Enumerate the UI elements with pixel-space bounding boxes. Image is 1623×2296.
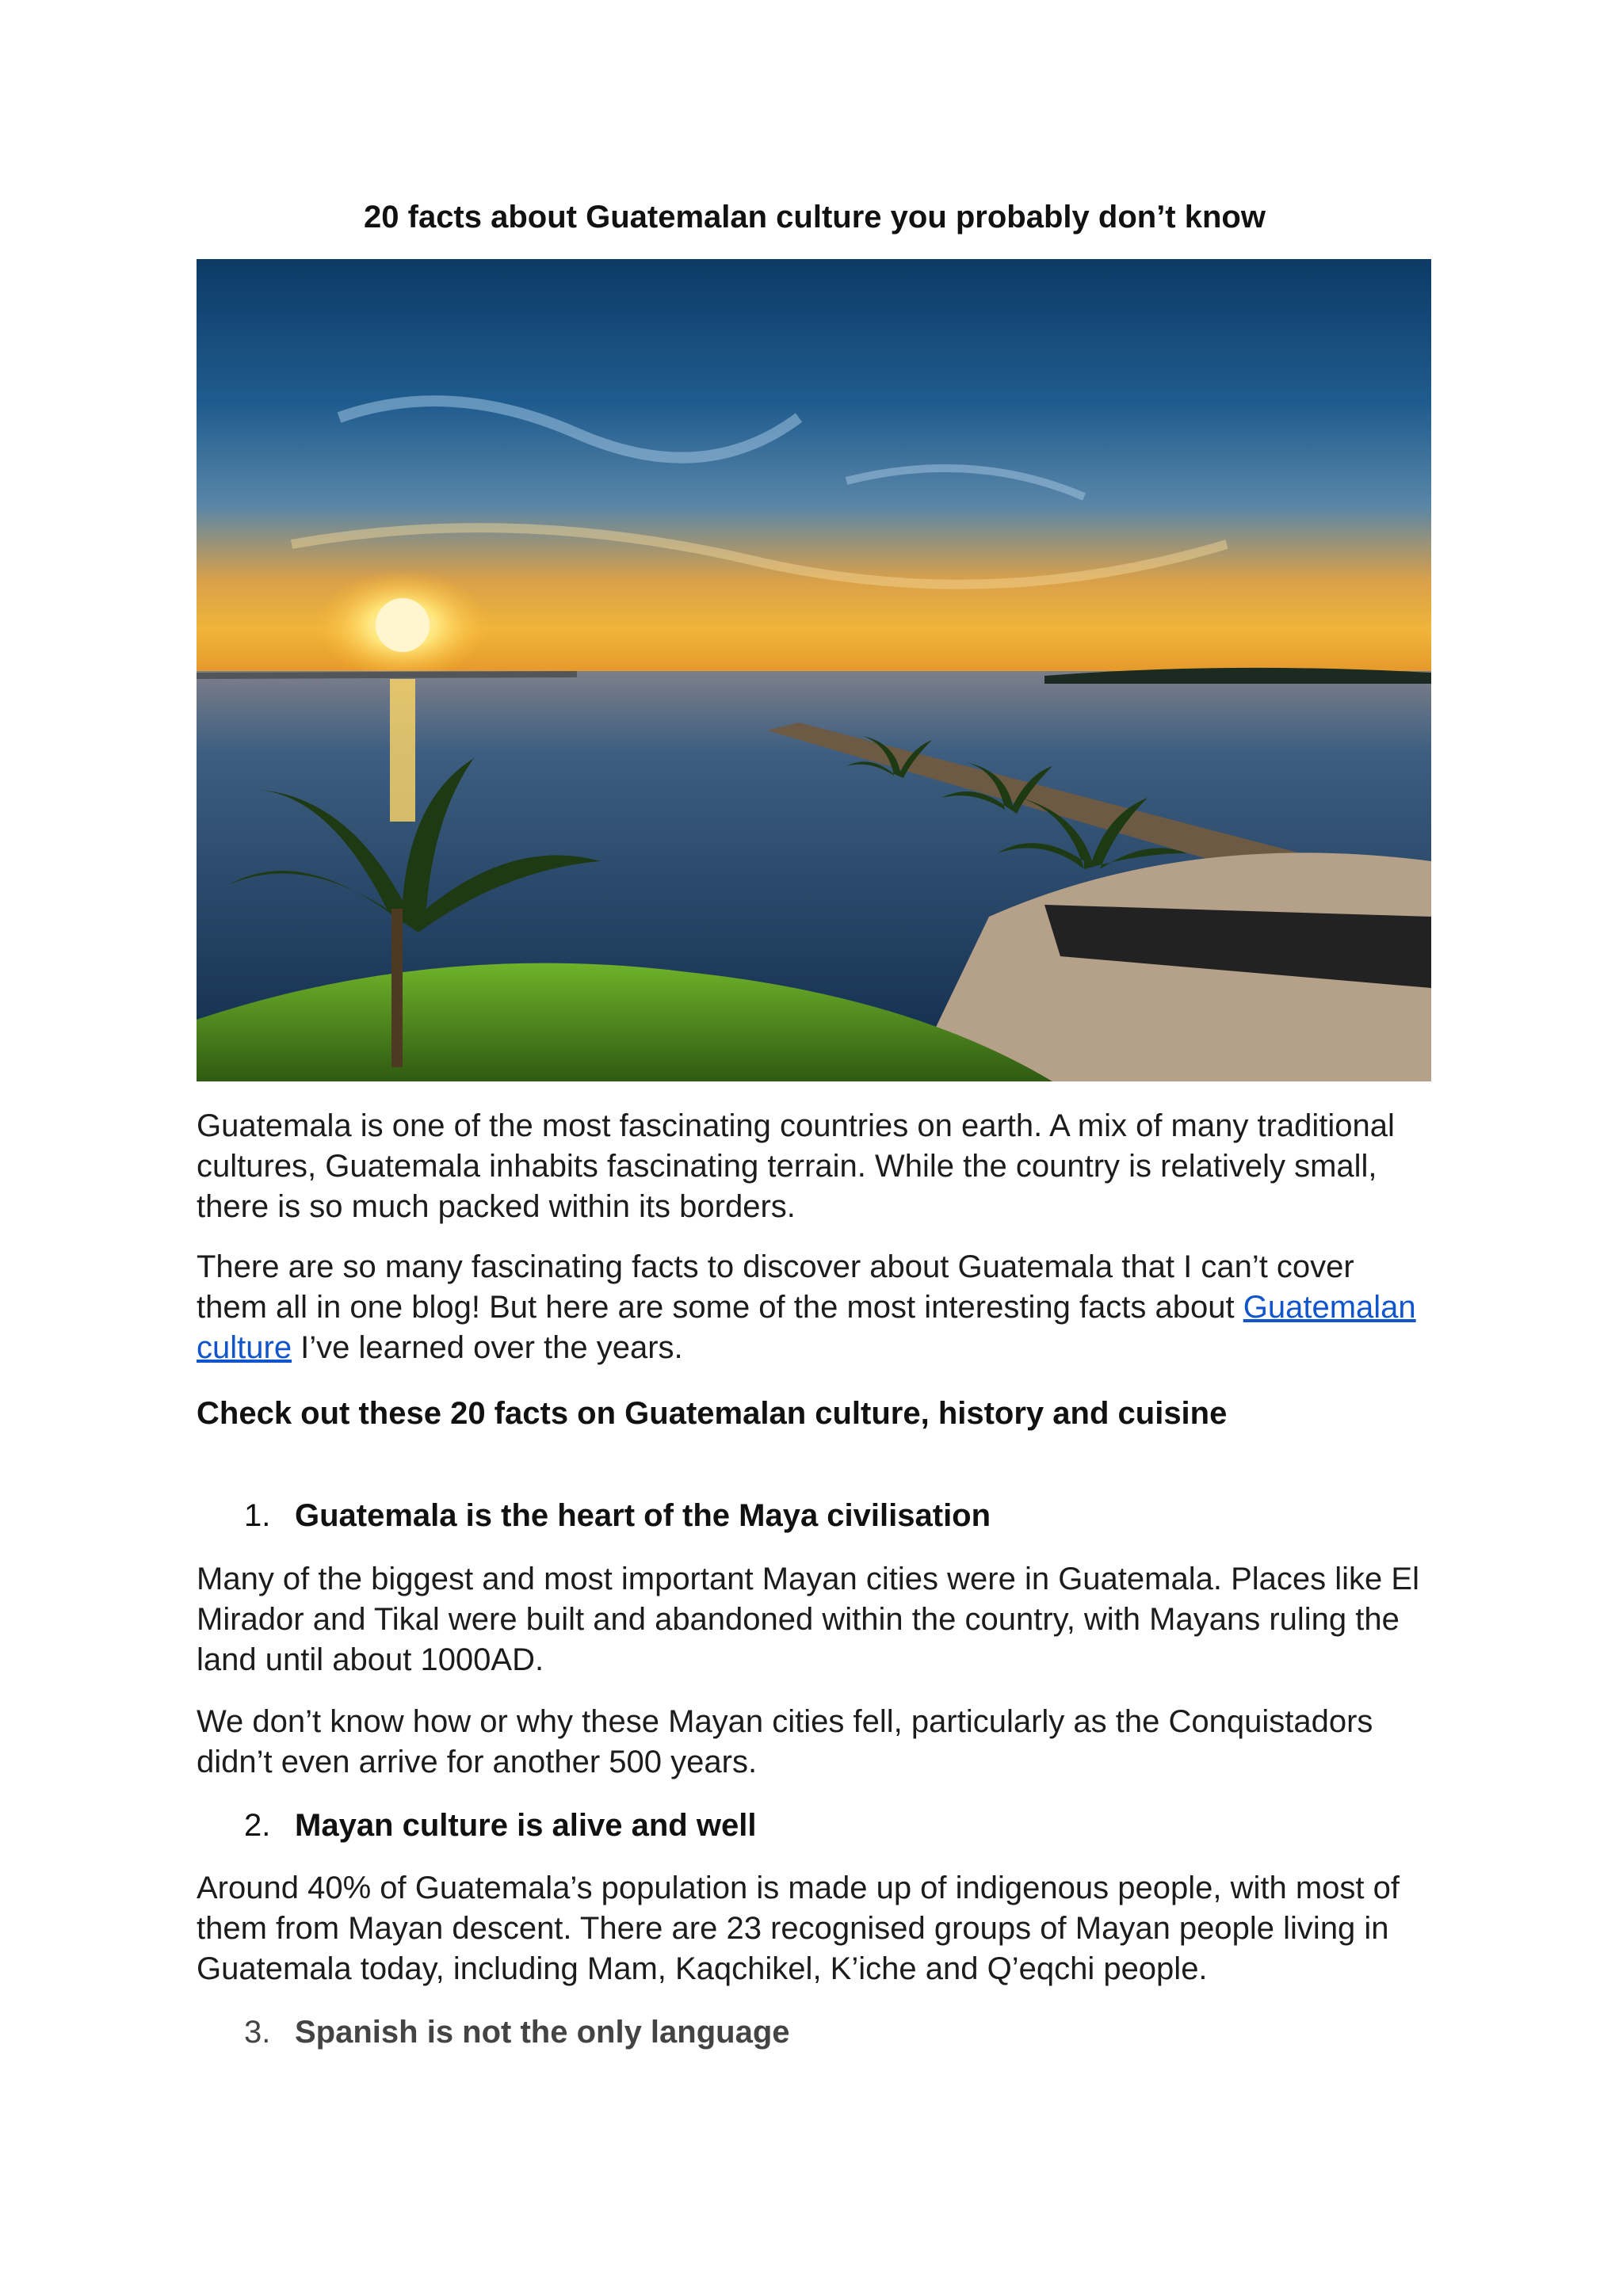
list-item-number: 3. bbox=[244, 2015, 271, 2050]
fact-heading: Guatemala is the heart of the Maya civilisation bbox=[295, 1498, 991, 1533]
fact-paragraph: We don’t know how or why these Mayan cities fell, particularly as the Conquistadors didn’t even arrive for another 500 years. bbox=[197, 1704, 1373, 1779]
fact-heading: Spanish is not the only language bbox=[295, 2015, 790, 2050]
subheading: Check out these 20 facts on Guatemalan culture, history and cuisine bbox=[197, 1396, 1228, 1431]
fact-heading: Mayan culture is alive and well bbox=[295, 1808, 757, 1843]
fact-paragraph: Many of the biggest and most important Mayan cities were in Guatemala. Places like El Mirador and Tikal were built and abandoned within the country, with Mayans ruling the land until about 1000AD. bbox=[197, 1562, 1419, 1677]
intro-paragraph-2-text-end: I’ve learned over the years. bbox=[292, 1330, 683, 1365]
intro-paragraph-2-text: There are so many fascinating facts to discover about Guatemala that I can’t cover them all in one blog! But here are some of the most interesting facts about bbox=[197, 1249, 1354, 1325]
list-item-number: 1. bbox=[244, 1498, 271, 1533]
intro-paragraph-1: Guatemala is one of the most fascinating countries on earth. A mix of many traditional cultures, Guatemala inhabits fascinating terrain. While the country is relatively small, there is so much packed within its borders. bbox=[197, 1108, 1395, 1224]
intro-paragraph-2 bbox=[197, 1247, 1433, 1368]
list-item-number: 2. bbox=[244, 1808, 271, 1843]
page-title: 20 facts about Guatemalan culture you probably don’t know bbox=[364, 200, 1266, 235]
guatemalan-culture-link[interactable]: Guatemalan culture bbox=[197, 1290, 1416, 1365]
fact-paragraph: Around 40% of Guatemala’s population is made up of indigenous people, with most of them from Mayan descent. There are 23 recognised groups of Mayan people living in Guatemala today, including Mam, Kaqchikel, K’iche and Q’eqchi people. bbox=[197, 1871, 1400, 1986]
hero-photo-lake-sunset bbox=[197, 259, 1431, 1081]
